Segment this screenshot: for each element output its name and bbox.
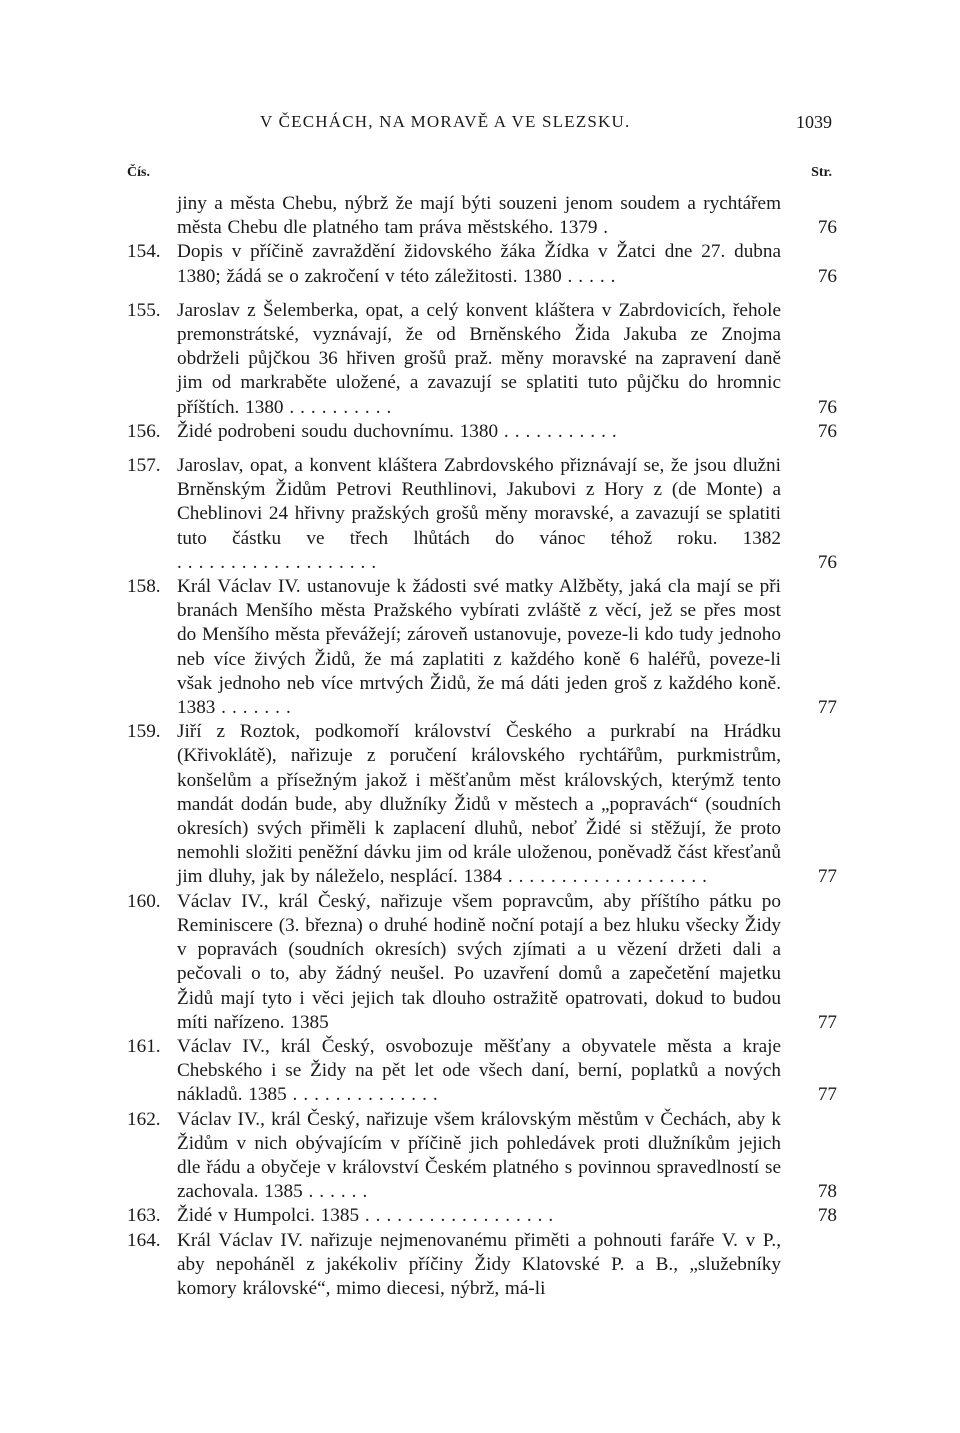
entry-list xyxy=(127,192,837,1301)
entry-page: 76 xyxy=(817,217,837,239)
running-header xyxy=(0,112,960,142)
entry-page: 77 xyxy=(817,697,837,719)
entry-leader: .............. xyxy=(292,1084,444,1106)
entry-page: 77 xyxy=(817,866,837,888)
entry-number: 162. xyxy=(127,1108,161,1130)
entry-body: Jaroslav z Šelemberka, opat, a celý konvent kláštera v Zabrdovicích, řehole premonstrátské, vyznávají, že od Brněnského Žida Jakuba ze Znojma obdrželi půjčkou 36 hřiven grošů praž. měny moravské na zapravení daně jim od markraběte uložené, a zavazují se splatiti tuto půjčku do hromnic příštích. 1380 xyxy=(177,299,781,418)
entry-leader: ....... xyxy=(221,697,297,719)
entry-text xyxy=(177,1035,781,1108)
entry-text xyxy=(177,575,781,720)
list-item xyxy=(127,1035,837,1108)
list-item xyxy=(127,299,837,420)
entry-number: 158. xyxy=(127,576,161,598)
entry-number: 154. xyxy=(127,241,161,263)
list-item xyxy=(127,1108,837,1205)
entry-text xyxy=(177,192,781,240)
entry-body: Václav IV., král Český, osvobozuje měšťany a obyvatele města a kraje Chebského i se Židy na pět let ode všech daní, berní, poplatků a nových nákladů. 1385 xyxy=(177,1035,781,1106)
entry-number: 157. xyxy=(127,455,161,477)
entry-text xyxy=(177,1108,781,1205)
entry-leader: ........... xyxy=(503,420,623,442)
entry-page: 76 xyxy=(817,265,837,287)
entry-body: jiny a města Chebu, nýbrž že mají býti souzeni jenom soudem a rychtářem města Chebu dle platného tam práva městského. 1379 xyxy=(177,193,781,239)
entry-page: 76 xyxy=(817,551,837,573)
column-heading-page: Str. xyxy=(811,165,832,180)
entry-leader: .......... xyxy=(289,396,398,418)
entry-body: Král Václav IV. ustanovuje k žádosti své matky Alžběty, jaká cla mají se při branách Menšího města Pražského vybírati zvláště z věcí, jež se přes most do Menšího města převážejí; zároveň ustanovuje, poveze-li kdo tudy jednoho neb více živých Židů, že má zaplatiti z každého koně 6 haléřů, poveze-li však jednoho neb více mrtvých Židů, že má dáti jeden groš z každého koně. 1383 xyxy=(177,576,781,719)
list-item xyxy=(127,240,837,288)
list-item xyxy=(127,720,837,889)
running-title: V ČECHÁCH, NA MORAVĚ A VE SLEZSKU. xyxy=(260,112,631,131)
entry-number: 159. xyxy=(127,721,161,743)
entry-number: 163. xyxy=(127,1205,161,1227)
entry-page: 77 xyxy=(817,1011,837,1033)
entry-leader: ..... xyxy=(567,265,622,287)
entry-number: 164. xyxy=(127,1229,161,1251)
entry-body: Dopis v příčině zavraždění židovského žáka Žídka v Žatci dne 27. dubna 1380; žádá se o zakročení v této záležitosti. 1380 xyxy=(177,241,781,287)
list-item xyxy=(127,575,837,720)
entry-text xyxy=(177,1204,781,1228)
entry-text xyxy=(177,454,781,575)
entry-number: 161. xyxy=(127,1035,161,1057)
entry-body: Židé podrobeni soudu duchovnímu. 1380 xyxy=(177,420,499,442)
entry-page: 78 xyxy=(817,1205,837,1227)
entry-number: 155. xyxy=(127,299,161,321)
list-item xyxy=(127,192,837,240)
list-item xyxy=(127,890,837,1035)
entry-text xyxy=(177,299,781,420)
entry-body: Jaroslav, opat, a konvent kláštera Zabrdovského přiznávají se, že jsou dlužni Brněnským Židům Petrovi Reuthlinovi, Jakubovi z Hory z (de Monte) a Cheblinovi 24 hřivny pražských grošů měny moravské, a zavazují se splatiti tuto částku ve třech lhůtách do vánoc téhož roku. 1382 xyxy=(177,455,781,549)
entry-leader: . xyxy=(603,217,615,239)
entry-text xyxy=(177,890,781,1035)
entry-body: Václav IV., král Český, nařizuje všem popravcům, aby příštího pátku po Reminiscere (3. března) o druhé hodině noční potají a bez hluku všecky Židy v popravách (soudních okresích) svých zjímati a u vězení držeti dali a pečovali o to, aby žádný neušel. Po uzavření domů a zapečetění majetku Židů mají tyto i věci jejich tak dlouho ostražitě opatrovati, dokud to budou míti nařízeno. 1385 xyxy=(177,890,781,1033)
entry-leader: ................... xyxy=(507,866,713,888)
column-heading-number: Čís. xyxy=(127,165,150,180)
page-number: 1039 xyxy=(796,112,832,132)
entry-page: 76 xyxy=(817,396,837,418)
entry-text xyxy=(177,720,781,889)
entry-body: Král Václav IV. nařizuje nejmenovanému přiměti a pohnouti faráře V. v P., aby nepoháněl z jakékoliv příčiny Židy Klatovské P. a B., „služebníky komory královské“, mimo diecesi, nýbrž, má-li xyxy=(177,1229,781,1299)
entry-number: 156. xyxy=(127,420,161,442)
list-item xyxy=(127,1204,837,1228)
entry-page: 77 xyxy=(817,1084,837,1106)
list-item xyxy=(127,454,837,575)
entry-number: 160. xyxy=(127,890,161,912)
entry-text xyxy=(177,1229,781,1302)
list-item xyxy=(127,420,837,444)
entry-body: Jiří z Roztok, podkomoří království Českého a purkrabí na Hrádku (Křivoklátě), nařizuje z poručení královského rychtářům, purkmistrům, konšelům a přísežným jakož i měšťanům měst královských, kterýmž tento mandát dodán bude, aby dlužníky Židů v městech a „popravách“ (soudních okresích) svých přiměli k zaplacení dluhů, neboť Židé si stěžují, že proto nemohli složiti peněžní dávku jim od krále uloženou, poněvadž část křesťanů jim dluhy, jak by náleželo, nesplácí. 1384 xyxy=(177,721,781,888)
entry-leader: ...... xyxy=(308,1181,374,1203)
entry-text xyxy=(177,420,781,444)
entry-leader: ................... xyxy=(177,551,383,573)
entry-leader: .................. xyxy=(364,1205,560,1227)
entry-page: 78 xyxy=(817,1181,837,1203)
entry-body: Židé v Humpolci. 1385 xyxy=(177,1205,360,1227)
entry-page: 76 xyxy=(817,420,837,442)
entry-body: Václav IV., král Český, nařizuje všem královským městům v Čechách, aby k Židům v nich obývajícím v příčině jich pohledávek proti dlužníkům jejich dle řádu a obyčeje v království Českém platného s povinnou spravedlností se zachovala. 1385 xyxy=(177,1108,781,1203)
entry-text xyxy=(177,240,781,288)
list-item xyxy=(127,1229,837,1302)
